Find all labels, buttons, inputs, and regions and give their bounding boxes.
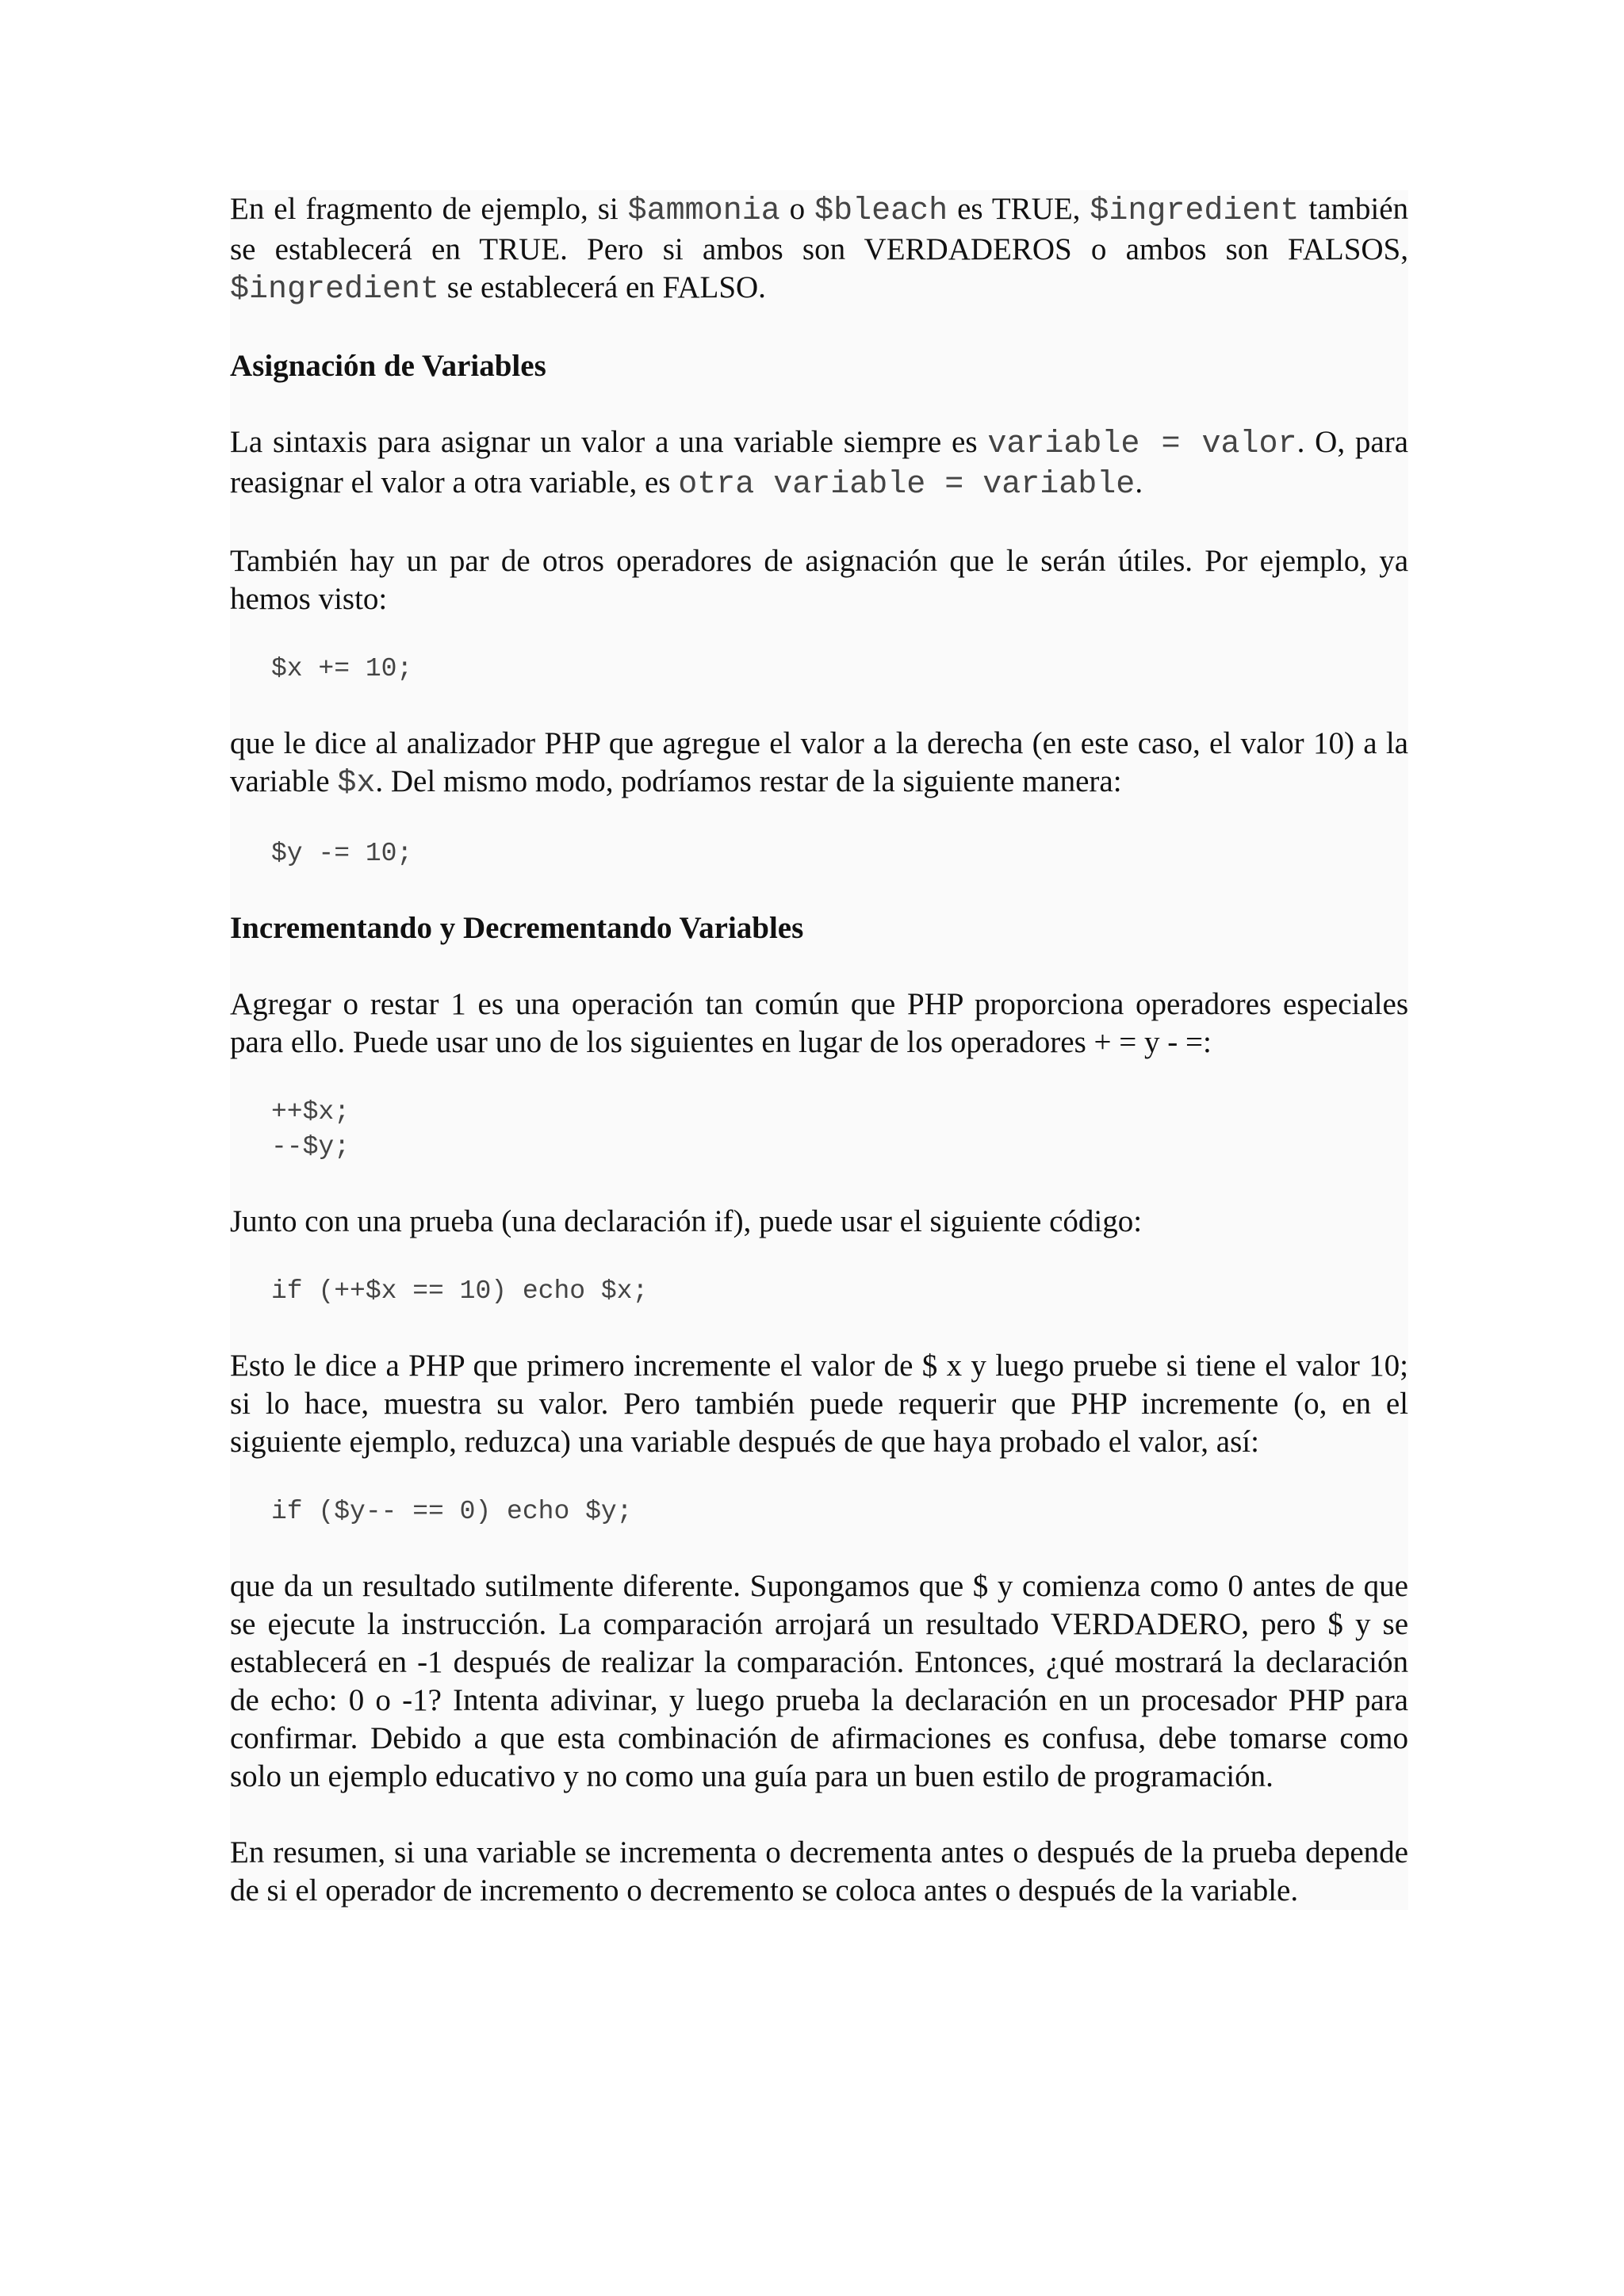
inline-code-ingredient: $ingredient <box>1090 193 1300 229</box>
text-run: se establecerá en FALSO. <box>439 270 766 304</box>
text-run: La sintaxis para asignar un valor a una variable siempre es <box>230 425 988 459</box>
document-page <box>230 190 1408 1910</box>
text-run: En el fragmento de ejemplo, si <box>230 192 628 226</box>
paragraph-resumen: En resumen, si una variable se incrementa o decrementa antes o después de la prueba depende de si el operador de incremento o decremento se coloca antes o después de la variable. <box>230 1835 1408 1908</box>
text-run: o <box>779 192 815 226</box>
inline-code-variable-valor: variable = valor <box>987 427 1297 462</box>
text-run: . <box>1135 465 1143 499</box>
paragraph-resultado-diferente: que da un resultado sutilmente diferente. Supongamos que $ y comienza como 0 antes de que se ejecute la instrucción. La comparación arrojará un resultado VERDADERO, pero $ y se establecerá en -1 después de realizar la comparación. Entonces, ¿qué mostrará la declaración de echo: 0 o -1? Intenta adivinar, y luego prueba la declaración en un procesador PHP para confirmar. Debido a que esta combinación de afirmaciones es confusa, debe tomarse como solo un ejemplo educativo y no como una guía para un buen estilo de programación. <box>230 1569 1408 1793</box>
paragraph-sintaxis <box>230 423 1408 504</box>
inline-code-bleach: $bleach <box>814 193 948 229</box>
text-run: también se establecerá en TRUE. Pero si ambos son VERDADEROS o ambos son FALSOS, <box>230 192 1409 266</box>
paragraph-esto-le-dice: Esto le dice a PHP que primero incremente el valor de $ x y luego pruebe si tiene el valor 10; si lo hace, muestra su valor. Pero también puede requerir que PHP incremente (o, en el siguiente ejemplo, reduzca) una variable después de que haya probado el valor, así: <box>230 1349 1408 1459</box>
code-block-if-preincrement <box>230 1274 1408 1309</box>
code-line: $x += 10; <box>271 654 413 683</box>
heading-asignacion: Asignación de Variables <box>230 349 546 383</box>
code-line: --$y; <box>271 1132 350 1161</box>
paragraph-ingredient-logic <box>230 190 1408 309</box>
code-line: ++$x; <box>271 1097 350 1127</box>
inline-code-ammonia: $ammonia <box>627 193 780 229</box>
inline-code-otra-variable: otra variable = variable <box>678 467 1136 503</box>
code-line: if ($y-- == 0) echo $y; <box>271 1497 633 1526</box>
text-run: que le dice al analizador PHP que agregue el valor a la derecha (en este caso, el valor 10) a la variable <box>230 726 1408 798</box>
code-block-if-postdecrement <box>230 1494 1408 1529</box>
inline-code-x: $x <box>337 766 376 802</box>
paragraph-analizador <box>230 725 1408 803</box>
text-run: . Del mismo modo, podríamos restar de la siguiente manera: <box>375 764 1122 798</box>
code-line: if (++$x == 10) echo $x; <box>271 1276 649 1306</box>
text-run: . O, para reasignar el valor a otra variable, es <box>230 425 1408 499</box>
code-line: $y -= 10; <box>271 839 413 868</box>
heading-incrementando: Incrementando y Decrementando Variables <box>230 911 804 945</box>
code-block-x-plus-equals <box>230 652 1408 687</box>
text-run: es TRUE, <box>948 192 1090 226</box>
paragraph-junto-prueba: Junto con una prueba (una declaración if), puede usar el siguiente código: <box>230 1204 1143 1238</box>
code-block-increment-decrement <box>230 1095 1408 1165</box>
inline-code-ingredient-2: $ingredient <box>230 272 440 308</box>
code-block-y-minus-equals <box>230 836 1408 871</box>
paragraph-agregar-restar: Agregar o restar 1 es una operación tan común que PHP proporciona operadores especiales para ello. Puede usar uno de los siguientes en lugar de los operadores + = y - =: <box>230 987 1408 1059</box>
paragraph-operadores-asignacion: También hay un par de otros operadores de asignación que le serán útiles. Por ejemplo, ya hemos visto: <box>230 544 1408 616</box>
